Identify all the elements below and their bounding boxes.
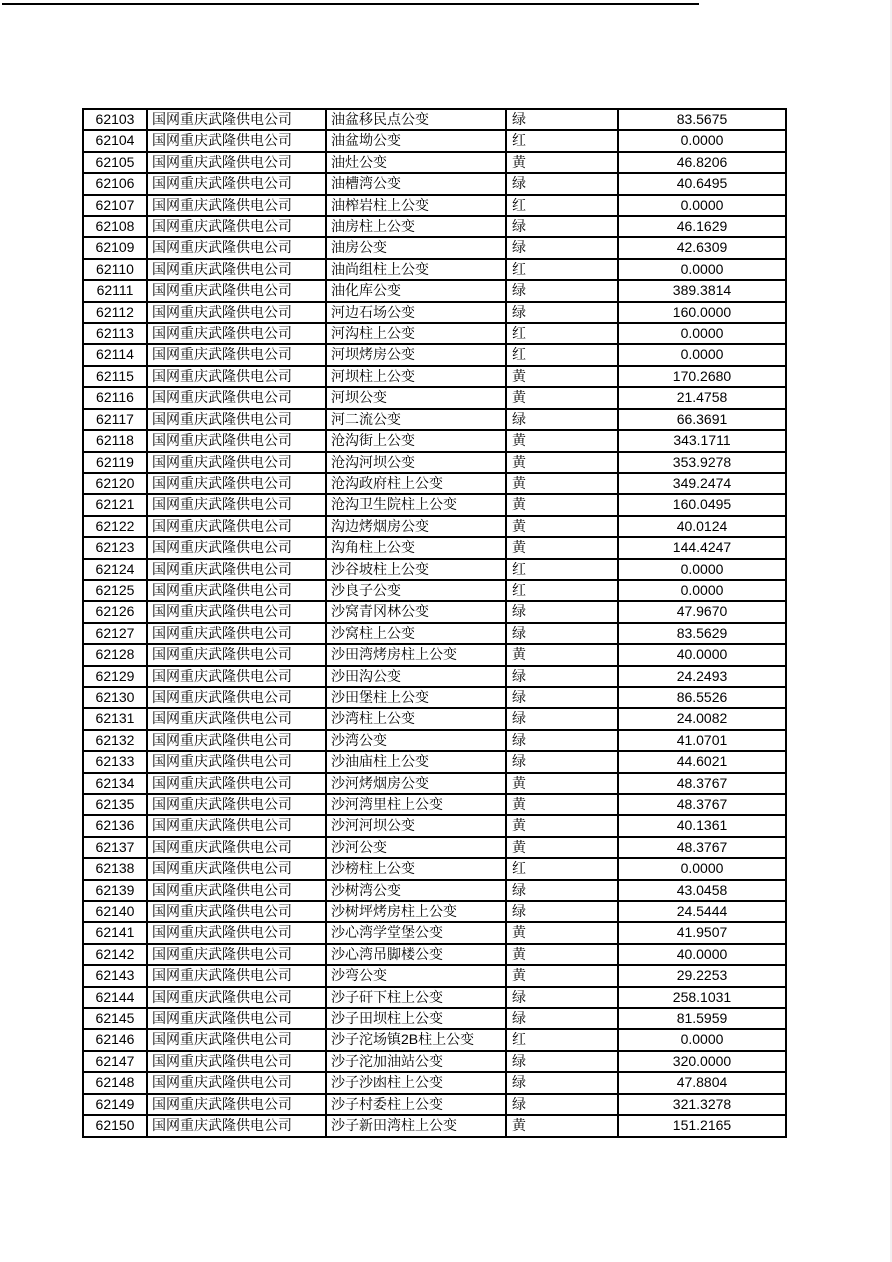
status-cell: 红: [506, 195, 618, 216]
value-cell: 0.0000: [618, 580, 786, 601]
status-cell: 黄: [506, 473, 618, 494]
table-row: [83, 366, 786, 387]
id-cell: 62108: [83, 216, 147, 237]
value-cell: 83.5629: [618, 623, 786, 644]
value-cell: 42.6309: [618, 237, 786, 258]
name-cell: 沙弯公变: [326, 965, 506, 986]
company-cell: 国网重庆武隆供电公司: [147, 195, 326, 216]
name-cell: 沙河湾里柱上公变: [326, 794, 506, 815]
company-cell: 国网重庆武隆供电公司: [147, 922, 326, 943]
value-cell: 81.5959: [618, 1008, 786, 1029]
name-cell: 沙树湾公变: [326, 880, 506, 901]
table-row: [83, 773, 786, 794]
id-cell: 62140: [83, 901, 147, 922]
company-cell: 国网重庆武隆供电公司: [147, 1008, 326, 1029]
status-cell: 绿: [506, 623, 618, 644]
value-cell: 160.0000: [618, 302, 786, 323]
value-cell: 41.0701: [618, 730, 786, 751]
status-cell: 黄: [506, 1115, 618, 1136]
id-cell: 62142: [83, 944, 147, 965]
name-cell: 沙田沟公变: [326, 666, 506, 687]
status-cell: 黄: [506, 387, 618, 408]
name-cell: 河坝公变: [326, 387, 506, 408]
name-cell: 河沟柱上公变: [326, 323, 506, 344]
name-cell: 河坝柱上公变: [326, 366, 506, 387]
id-cell: 62130: [83, 687, 147, 708]
name-cell: 油灶公变: [326, 152, 506, 173]
name-cell: 沙子沱场镇2B柱上公变: [326, 1029, 506, 1050]
table-row: [83, 430, 786, 451]
value-cell: 321.3278: [618, 1094, 786, 1115]
name-cell: 沙湾公变: [326, 730, 506, 751]
table-row: [83, 1094, 786, 1115]
name-cell: 沙田湾烤房柱上公变: [326, 644, 506, 665]
id-cell: 62117: [83, 409, 147, 430]
table-row: [83, 901, 786, 922]
value-cell: 46.8206: [618, 152, 786, 173]
company-cell: 国网重庆武隆供电公司: [147, 837, 326, 858]
table-row: [83, 280, 786, 301]
name-cell: 沙良子公变: [326, 580, 506, 601]
company-cell: 国网重庆武隆供电公司: [147, 1072, 326, 1093]
company-cell: 国网重庆武隆供电公司: [147, 559, 326, 580]
id-cell: 62128: [83, 644, 147, 665]
value-cell: 29.2253: [618, 965, 786, 986]
table-row: [83, 666, 786, 687]
table-row: [83, 473, 786, 494]
company-cell: 国网重庆武隆供电公司: [147, 302, 326, 323]
name-cell: 沙心湾吊脚楼公变: [326, 944, 506, 965]
table-row: [83, 1115, 786, 1136]
id-cell: 62148: [83, 1072, 147, 1093]
id-cell: 62146: [83, 1029, 147, 1050]
name-cell: 沙河烤烟房公变: [326, 773, 506, 794]
name-cell: 沙子沙凼柱上公变: [326, 1072, 506, 1093]
value-cell: 24.2493: [618, 666, 786, 687]
id-cell: 62122: [83, 516, 147, 537]
id-cell: 62114: [83, 344, 147, 365]
status-cell: 黄: [506, 815, 618, 836]
status-cell: 黄: [506, 837, 618, 858]
status-cell: 绿: [506, 751, 618, 772]
status-cell: 红: [506, 580, 618, 601]
status-cell: 红: [506, 559, 618, 580]
value-cell: 83.5675: [618, 109, 786, 130]
value-cell: 40.6495: [618, 173, 786, 194]
name-cell: 河边石场公变: [326, 302, 506, 323]
company-cell: 国网重庆武隆供电公司: [147, 152, 326, 173]
table-row: [83, 109, 786, 130]
status-cell: 红: [506, 858, 618, 879]
value-cell: 40.0000: [618, 944, 786, 965]
id-cell: 62125: [83, 580, 147, 601]
status-cell: 绿: [506, 109, 618, 130]
status-cell: 绿: [506, 1008, 618, 1029]
id-cell: 62104: [83, 130, 147, 151]
status-cell: 绿: [506, 302, 618, 323]
status-cell: 绿: [506, 1072, 618, 1093]
company-cell: 国网重庆武隆供电公司: [147, 344, 326, 365]
company-cell: 国网重庆武隆供电公司: [147, 430, 326, 451]
value-cell: 0.0000: [618, 344, 786, 365]
table-row: [83, 922, 786, 943]
company-cell: 国网重庆武隆供电公司: [147, 1051, 326, 1072]
id-cell: 62129: [83, 666, 147, 687]
value-cell: 21.4758: [618, 387, 786, 408]
table-row: [83, 152, 786, 173]
name-cell: 沙窝柱上公变: [326, 623, 506, 644]
name-cell: 沙子新田湾柱上公变: [326, 1115, 506, 1136]
id-cell: 62150: [83, 1115, 147, 1136]
table-row: [83, 1008, 786, 1029]
table-row: [83, 387, 786, 408]
name-cell: 沙窝青冈林公变: [326, 601, 506, 622]
name-cell: 沧沟政府柱上公变: [326, 473, 506, 494]
value-cell: 40.1361: [618, 815, 786, 836]
status-cell: 绿: [506, 216, 618, 237]
name-cell: 沧沟河坝公变: [326, 452, 506, 473]
table-row: [83, 173, 786, 194]
company-cell: 国网重庆武隆供电公司: [147, 623, 326, 644]
status-cell: 黄: [506, 944, 618, 965]
company-cell: 国网重庆武隆供电公司: [147, 987, 326, 1008]
company-cell: 国网重庆武隆供电公司: [147, 730, 326, 751]
status-cell: 绿: [506, 237, 618, 258]
table-row: [83, 1072, 786, 1093]
value-cell: 353.9278: [618, 452, 786, 473]
company-cell: 国网重庆武隆供电公司: [147, 580, 326, 601]
value-cell: 258.1031: [618, 987, 786, 1008]
table-row: [83, 237, 786, 258]
name-cell: 沟角柱上公变: [326, 537, 506, 558]
id-cell: 62127: [83, 623, 147, 644]
table-row: [83, 452, 786, 473]
value-cell: 46.1629: [618, 216, 786, 237]
status-cell: 黄: [506, 516, 618, 537]
id-cell: 62116: [83, 387, 147, 408]
id-cell: 62113: [83, 323, 147, 344]
id-cell: 62135: [83, 794, 147, 815]
id-cell: 62131: [83, 708, 147, 729]
status-cell: 绿: [506, 280, 618, 301]
id-cell: 62141: [83, 922, 147, 943]
status-cell: 黄: [506, 430, 618, 451]
name-cell: 沙子沱加油站公变: [326, 1051, 506, 1072]
table-row: [83, 580, 786, 601]
table-row: [83, 858, 786, 879]
table-row: [83, 965, 786, 986]
name-cell: 油房柱上公变: [326, 216, 506, 237]
status-cell: 黄: [506, 965, 618, 986]
id-cell: 62109: [83, 237, 147, 258]
name-cell: 油槽湾公变: [326, 173, 506, 194]
value-cell: 151.2165: [618, 1115, 786, 1136]
company-cell: 国网重庆武隆供电公司: [147, 751, 326, 772]
table-row: [83, 344, 786, 365]
table-body: [83, 109, 786, 1137]
status-cell: 黄: [506, 773, 618, 794]
name-cell: 沧沟街上公变: [326, 430, 506, 451]
id-cell: 62112: [83, 302, 147, 323]
company-cell: 国网重庆武隆供电公司: [147, 280, 326, 301]
table-row: [83, 751, 786, 772]
name-cell: 沙子矸下柱上公变: [326, 987, 506, 1008]
value-cell: 0.0000: [618, 559, 786, 580]
status-cell: 绿: [506, 730, 618, 751]
status-cell: 黄: [506, 537, 618, 558]
name-cell: 油榨岩柱上公变: [326, 195, 506, 216]
id-cell: 62120: [83, 473, 147, 494]
name-cell: 沙河公变: [326, 837, 506, 858]
table-row: [83, 987, 786, 1008]
status-cell: 黄: [506, 366, 618, 387]
name-cell: 油化库公变: [326, 280, 506, 301]
value-cell: 0.0000: [618, 858, 786, 879]
table-row: [83, 815, 786, 836]
value-cell: 66.3691: [618, 409, 786, 430]
status-cell: 红: [506, 323, 618, 344]
id-cell: 62118: [83, 430, 147, 451]
id-cell: 62147: [83, 1051, 147, 1072]
name-cell: 沙河河坝公变: [326, 815, 506, 836]
value-cell: 40.0124: [618, 516, 786, 537]
company-cell: 国网重庆武隆供电公司: [147, 880, 326, 901]
value-cell: 47.8804: [618, 1072, 786, 1093]
value-cell: 349.2474: [618, 473, 786, 494]
company-cell: 国网重庆武隆供电公司: [147, 944, 326, 965]
table-row: [83, 687, 786, 708]
id-cell: 62106: [83, 173, 147, 194]
table-row: [83, 130, 786, 151]
value-cell: 0.0000: [618, 130, 786, 151]
company-cell: 国网重庆武隆供电公司: [147, 601, 326, 622]
name-cell: 沙榜柱上公变: [326, 858, 506, 879]
value-cell: 24.5444: [618, 901, 786, 922]
table-row: [83, 302, 786, 323]
id-cell: 62149: [83, 1094, 147, 1115]
name-cell: 油尚组柱上公变: [326, 259, 506, 280]
company-cell: 国网重庆武隆供电公司: [147, 130, 326, 151]
company-cell: 国网重庆武隆供电公司: [147, 494, 326, 515]
table-row: [83, 537, 786, 558]
status-cell: 黄: [506, 922, 618, 943]
table-row: [83, 837, 786, 858]
company-cell: 国网重庆武隆供电公司: [147, 452, 326, 473]
company-cell: 国网重庆武隆供电公司: [147, 1029, 326, 1050]
id-cell: 62111: [83, 280, 147, 301]
table-row: [83, 259, 786, 280]
id-cell: 62115: [83, 366, 147, 387]
company-cell: 国网重庆武隆供电公司: [147, 516, 326, 537]
id-cell: 62138: [83, 858, 147, 879]
value-cell: 48.3767: [618, 837, 786, 858]
company-cell: 国网重庆武隆供电公司: [147, 473, 326, 494]
status-cell: 红: [506, 259, 618, 280]
name-cell: 油盆坳公变: [326, 130, 506, 151]
company-cell: 国网重庆武隆供电公司: [147, 173, 326, 194]
value-cell: 0.0000: [618, 259, 786, 280]
id-cell: 62134: [83, 773, 147, 794]
table-row: [83, 944, 786, 965]
name-cell: 油房公变: [326, 237, 506, 258]
table-row: [83, 216, 786, 237]
table-row: [83, 494, 786, 515]
value-cell: 43.0458: [618, 880, 786, 901]
company-cell: 国网重庆武隆供电公司: [147, 794, 326, 815]
id-cell: 62124: [83, 559, 147, 580]
value-cell: 0.0000: [618, 1029, 786, 1050]
company-cell: 国网重庆武隆供电公司: [147, 965, 326, 986]
value-cell: 170.2680: [618, 366, 786, 387]
value-cell: 44.6021: [618, 751, 786, 772]
table-row: [83, 880, 786, 901]
id-cell: 62123: [83, 537, 147, 558]
name-cell: 河坝烤房公变: [326, 344, 506, 365]
company-cell: 国网重庆武隆供电公司: [147, 409, 326, 430]
status-cell: 红: [506, 130, 618, 151]
name-cell: 河二流公变: [326, 409, 506, 430]
status-cell: 黄: [506, 152, 618, 173]
table-row: [83, 794, 786, 815]
company-cell: 国网重庆武隆供电公司: [147, 323, 326, 344]
name-cell: 沙谷坡柱上公变: [326, 559, 506, 580]
id-cell: 62133: [83, 751, 147, 772]
value-cell: 320.0000: [618, 1051, 786, 1072]
id-cell: 62121: [83, 494, 147, 515]
id-cell: 62110: [83, 259, 147, 280]
company-cell: 国网重庆武隆供电公司: [147, 901, 326, 922]
id-cell: 62107: [83, 195, 147, 216]
status-cell: 黄: [506, 794, 618, 815]
value-cell: 24.0082: [618, 708, 786, 729]
status-cell: 绿: [506, 1094, 618, 1115]
company-cell: 国网重庆武隆供电公司: [147, 773, 326, 794]
status-cell: 红: [506, 344, 618, 365]
name-cell: 沙子村委柱上公变: [326, 1094, 506, 1115]
status-cell: 绿: [506, 601, 618, 622]
status-cell: 绿: [506, 708, 618, 729]
id-cell: 62139: [83, 880, 147, 901]
id-cell: 62132: [83, 730, 147, 751]
company-cell: 国网重庆武隆供电公司: [147, 259, 326, 280]
id-cell: 62143: [83, 965, 147, 986]
value-cell: 160.0495: [618, 494, 786, 515]
id-cell: 62136: [83, 815, 147, 836]
value-cell: 47.9670: [618, 601, 786, 622]
name-cell: 沙田堡柱上公变: [326, 687, 506, 708]
status-cell: 绿: [506, 173, 618, 194]
status-cell: 红: [506, 1029, 618, 1050]
company-cell: 国网重庆武隆供电公司: [147, 708, 326, 729]
company-cell: 国网重庆武隆供电公司: [147, 644, 326, 665]
company-cell: 国网重庆武隆供电公司: [147, 666, 326, 687]
name-cell: 沙湾柱上公变: [326, 708, 506, 729]
status-cell: 绿: [506, 880, 618, 901]
name-cell: 沙心湾学堂堡公变: [326, 922, 506, 943]
status-cell: 绿: [506, 409, 618, 430]
id-cell: 62126: [83, 601, 147, 622]
table-row: [83, 516, 786, 537]
value-cell: 86.5526: [618, 687, 786, 708]
table-row: [83, 644, 786, 665]
table-row: [83, 730, 786, 751]
status-cell: 绿: [506, 666, 618, 687]
id-cell: 62105: [83, 152, 147, 173]
top-horizontal-rule: [2, 3, 699, 5]
status-cell: 黄: [506, 494, 618, 515]
status-cell: 黄: [506, 644, 618, 665]
transformer-data-table: [82, 108, 787, 1138]
name-cell: 油盆移民点公变: [326, 109, 506, 130]
id-cell: 62145: [83, 1008, 147, 1029]
name-cell: 沙树坪烤房柱上公变: [326, 901, 506, 922]
company-cell: 国网重庆武隆供电公司: [147, 109, 326, 130]
table-row: [83, 559, 786, 580]
company-cell: 国网重庆武隆供电公司: [147, 237, 326, 258]
value-cell: 48.3767: [618, 794, 786, 815]
id-cell: 62103: [83, 109, 147, 130]
table-row: [83, 195, 786, 216]
company-cell: 国网重庆武隆供电公司: [147, 858, 326, 879]
company-cell: 国网重庆武隆供电公司: [147, 815, 326, 836]
name-cell: 沙油庙柱上公变: [326, 751, 506, 772]
value-cell: 0.0000: [618, 323, 786, 344]
table-row: [83, 1029, 786, 1050]
name-cell: 沟边烤烟房公变: [326, 516, 506, 537]
table-row: [83, 323, 786, 344]
table-row: [83, 1051, 786, 1072]
name-cell: 沙子田坝柱上公变: [326, 1008, 506, 1029]
company-cell: 国网重庆武隆供电公司: [147, 1094, 326, 1115]
status-cell: 绿: [506, 987, 618, 1008]
status-cell: 黄: [506, 452, 618, 473]
status-cell: 绿: [506, 687, 618, 708]
value-cell: 40.0000: [618, 644, 786, 665]
value-cell: 0.0000: [618, 195, 786, 216]
value-cell: 389.3814: [618, 280, 786, 301]
name-cell: 沧沟卫生院柱上公变: [326, 494, 506, 515]
company-cell: 国网重庆武隆供电公司: [147, 1115, 326, 1136]
company-cell: 国网重庆武隆供电公司: [147, 216, 326, 237]
value-cell: 41.9507: [618, 922, 786, 943]
company-cell: 国网重庆武隆供电公司: [147, 537, 326, 558]
company-cell: 国网重庆武隆供电公司: [147, 387, 326, 408]
id-cell: 62119: [83, 452, 147, 473]
id-cell: 62144: [83, 987, 147, 1008]
table-row: [83, 601, 786, 622]
value-cell: 343.1711: [618, 430, 786, 451]
table-row: [83, 623, 786, 644]
value-cell: 144.4247: [618, 537, 786, 558]
company-cell: 国网重庆武隆供电公司: [147, 366, 326, 387]
value-cell: 48.3767: [618, 773, 786, 794]
status-cell: 绿: [506, 901, 618, 922]
table-row: [83, 708, 786, 729]
id-cell: 62137: [83, 837, 147, 858]
table-row: [83, 409, 786, 430]
company-cell: 国网重庆武隆供电公司: [147, 687, 326, 708]
status-cell: 绿: [506, 1051, 618, 1072]
